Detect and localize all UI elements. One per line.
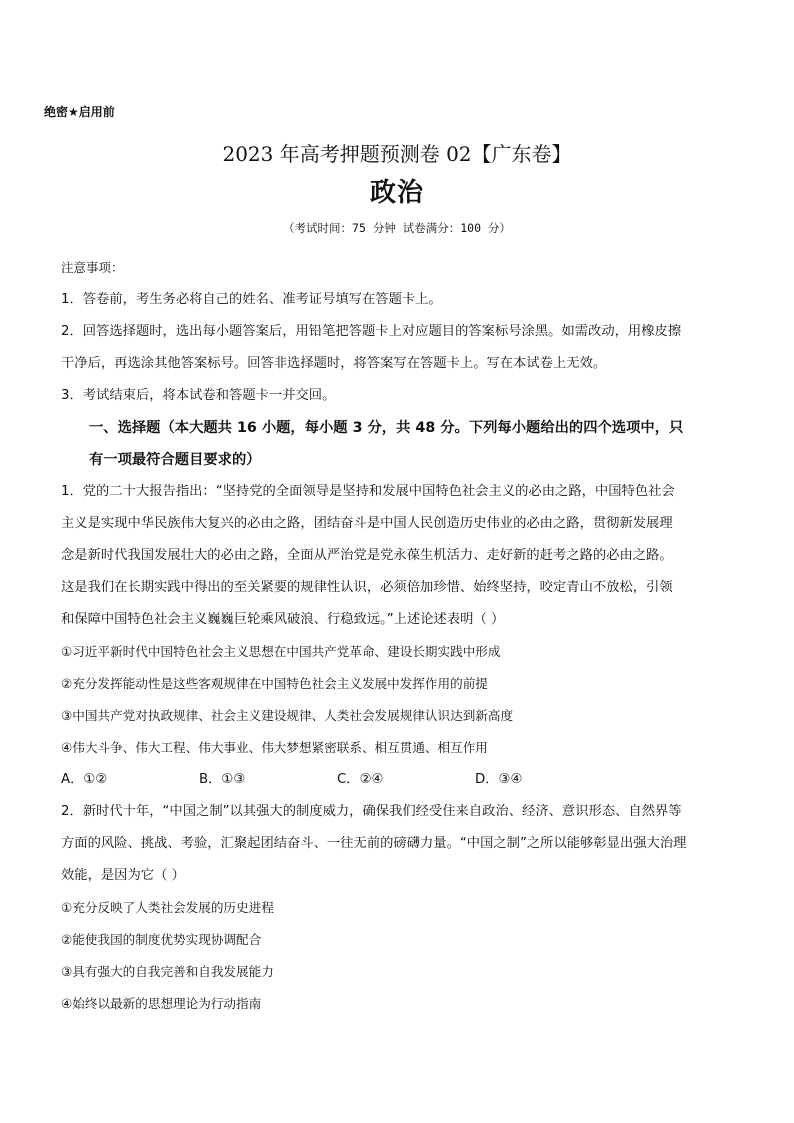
- exam-info: （考试时间：75 分钟 试卷满分：100 分）: [283, 221, 511, 235]
- notice-item: 3．考试结束后，将本试卷和答题卡一并交回。: [61, 388, 336, 403]
- notice-item: 1．答卷前，考生务必将自己的姓名、准考证号填写在答题卡上。: [61, 292, 442, 307]
- question-stem-line: 这是我们在长期实践中得出的至关紧要的规律性认识，必须倍加珍惜、始终坚持，咬定青山不放松，引领: [61, 580, 673, 595]
- section-heading: [61, 412, 733, 476]
- section-heading-line: 有一项最符合题目要求的）: [89, 452, 261, 468]
- question-stem-line: 方面的风险、挑战、考验，汇聚起团结奋斗、一往无前的磅礴力量。“中国之制”之所以能够彰显出强大治理: [61, 836, 687, 851]
- question-2: [61, 796, 733, 1020]
- option-d: D．③④: [475, 772, 523, 787]
- page-title: 2023 年高考押题预测卷 02【广东卷】: [222, 142, 572, 166]
- question-statement: ③中国共产党对执政规律、社会主义建设规律、人类社会发展规律认识达到新高度: [61, 708, 514, 723]
- question-statement: ④伟大斗争、伟大工程、伟大事业、伟大梦想紧密联系、相互贯通、相互作用: [61, 740, 488, 755]
- question-statement: ③具有强大的自我完善和自我发展能力: [61, 964, 274, 979]
- question-statement: ②能使我国的制度优势实现协调配合: [61, 932, 262, 947]
- option-a: A．①②: [61, 772, 108, 787]
- notice-item: 干净后，再选涂其他答案标号。回答非选择题时，将答案写在答题卡上。写在本试卷上无效。: [61, 356, 607, 371]
- question-statement: ①习近平新时代中国特色社会主义思想在中国共产党革命、建设长期实践中形成: [61, 644, 501, 659]
- question-stem-line: 效能，是因为它（ ）: [61, 868, 185, 883]
- answer-options: [61, 764, 733, 796]
- question-stem-line: 和保障中国特色社会主义巍巍巨轮乘风破浪、行稳致远。”上述论述表明（ ）: [61, 612, 505, 627]
- question-statement: ②充分发挥能动性是这些客观规律在中国特色社会主义发展中发挥作用的前提: [61, 676, 488, 691]
- question-stem-line: 主义是实现中华民族伟大复兴的必由之路，团结奋斗是中国人民创造历史伟业的必由之路，贯彻新发展理: [61, 516, 673, 531]
- notice-heading: 注意事项：: [61, 260, 124, 275]
- question-1: [61, 476, 733, 796]
- section-heading-line: 一、选择题（本大题共 16 小题，每小题 3 分，共 48 分。下列每小题给出的四个选项中，只: [89, 420, 684, 436]
- question-stem-line: 2．新时代十年，“中国之制”以其强大的制度威力，确保我们经受住来自政治、经济、意识形态、自然界等: [61, 804, 682, 819]
- confidential-label: 绝密★启用前: [44, 105, 115, 119]
- question-stem-line: 念是新时代我国发展壮大的必由之路，全面从严治党是党永葆生机活力、走好新的赶考之路的必由之路。: [61, 548, 673, 563]
- subject-title: 政治: [369, 178, 424, 208]
- notice-item: 2．回答选择题时，选出每小题答案后，用铅笔把答题卡上对应题目的答案标号涂黑。如需改动，用橡皮擦: [61, 324, 682, 339]
- option-b: B．①③: [199, 772, 246, 787]
- question-statement: ④始终以最新的思想理论为行动指南: [61, 996, 262, 1011]
- exam-content: [61, 252, 733, 1020]
- question-stem-line: 1．党的二十大报告指出：“坚持党的全面领导是坚持和发展中国特色社会主义的必由之路，中国特色社会: [61, 484, 675, 499]
- question-statement: ①充分反映了人类社会发展的历史进程: [61, 900, 274, 915]
- option-c: C．②④: [337, 772, 384, 787]
